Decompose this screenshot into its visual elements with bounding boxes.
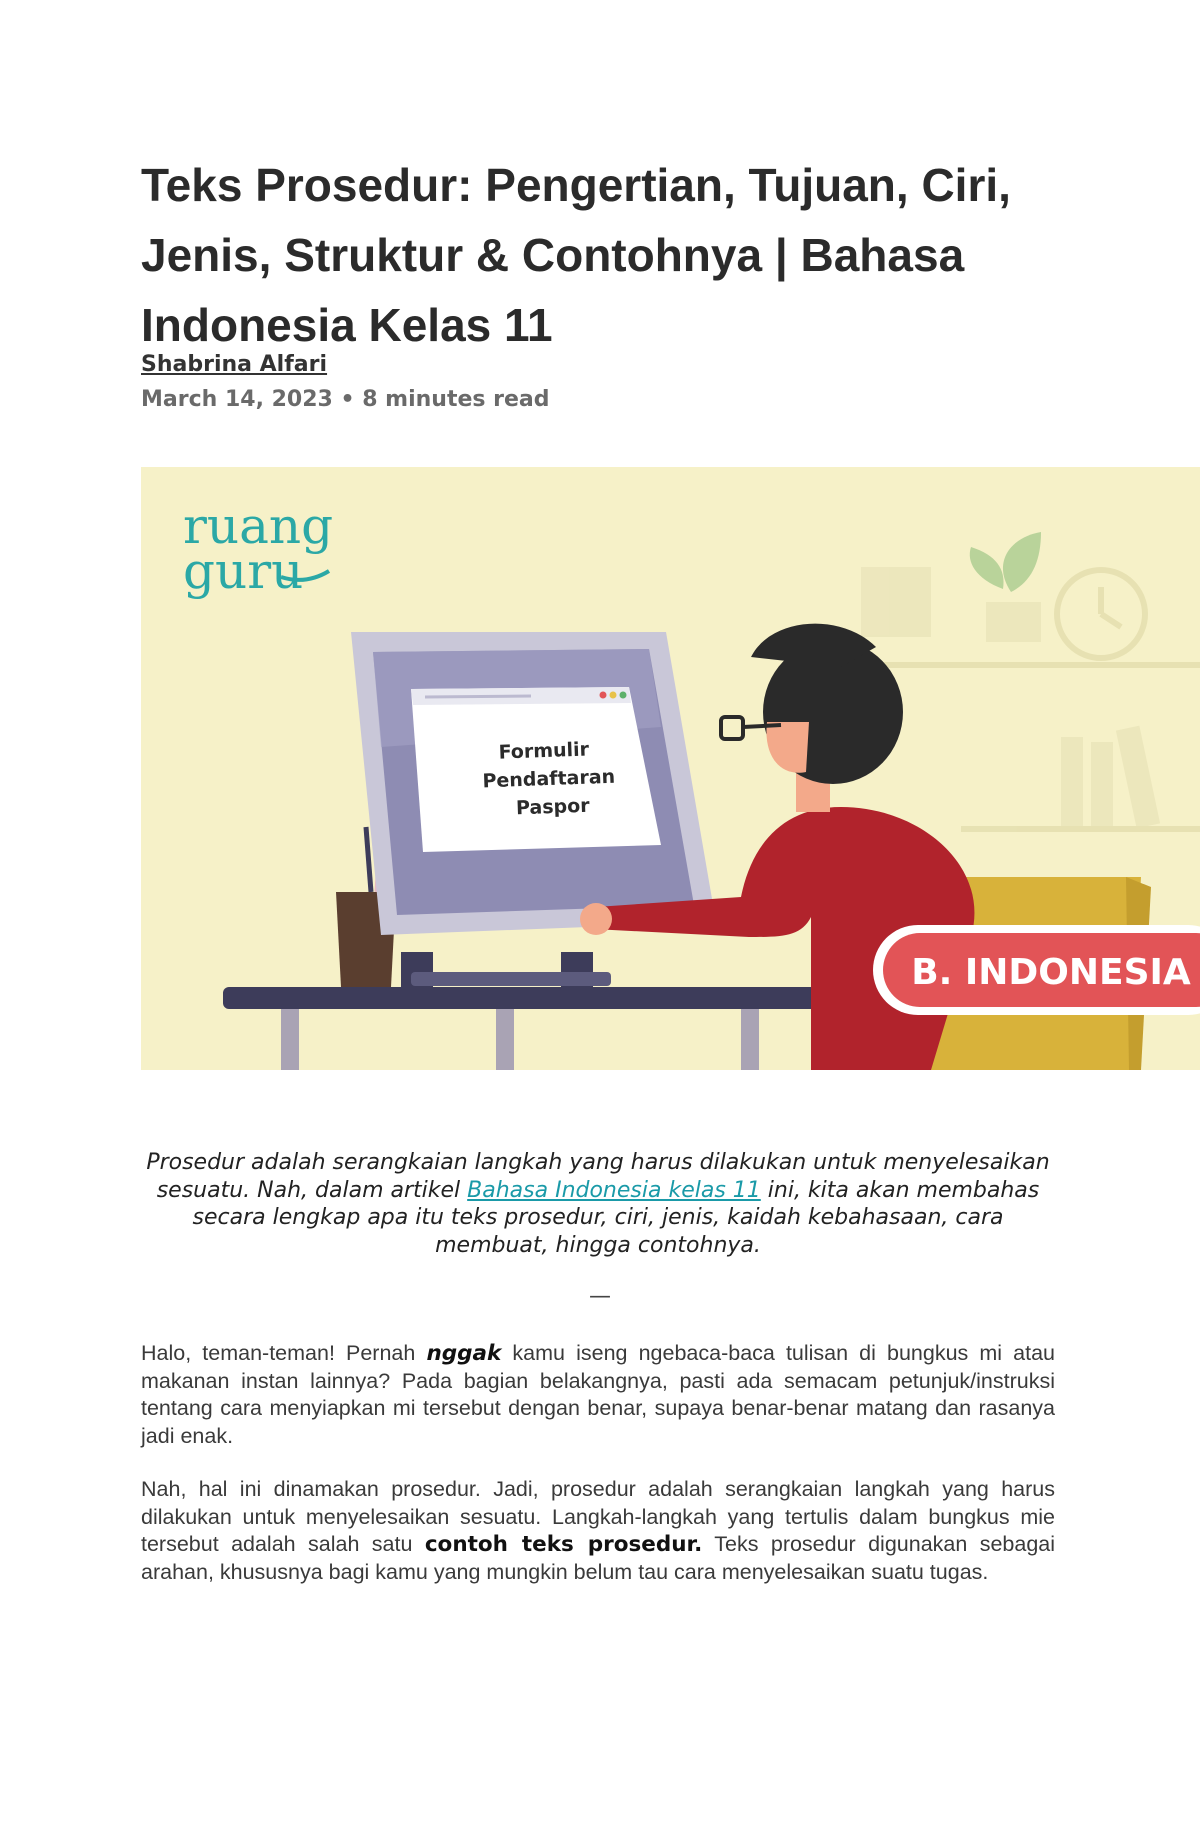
author-link[interactable]: Shabrina Alfari [141, 352, 328, 377]
desk-leg [281, 1009, 299, 1070]
read-time: 8 minutes read [362, 387, 550, 412]
article-meta [141, 387, 550, 412]
subject-badge-label: B. INDONESIA [911, 952, 1191, 993]
desk-leg [496, 1009, 514, 1070]
article-title: Teks Prosedur: Pengertian, Tujuan, Ciri, Jenis, Struktur & Contohnya | Bahasa Indonesia Kelas 11 [141, 159, 1011, 351]
p2-text-before: Nah, hal ini dinamakan prosedur. Jadi, prosedur adalah serangkaian langkah yang harus dilakukan untuk menyelesaikan sesuatu. Langkah-langkah yang tertulis dalam bungkus mie tersebut adalah salah satu [141, 1477, 1055, 1556]
body-paragraph-2 [141, 1476, 1055, 1586]
section-separator: — [589, 1284, 611, 1309]
screen-text-pendaftaran: Pendaftaran [482, 765, 616, 793]
logo-line-1: ruang [183, 497, 334, 555]
desk-leg [741, 1009, 759, 1070]
p1-text-before: Halo, teman-teman! Pernah [141, 1341, 427, 1365]
logo-line-2: guru [183, 542, 304, 600]
subject-badge [873, 925, 1200, 1015]
p2-bold-term: contoh teks prosedur. [424, 1532, 703, 1557]
hero-banner [141, 467, 1200, 1070]
bahasa-indonesia-link[interactable]: Bahasa Indonesia kelas 11 [467, 1177, 761, 1203]
screen-text-paspor: Paspor [515, 794, 590, 820]
intro-paragraph [141, 1149, 1055, 1259]
p1-emphasis: nggak [426, 1341, 502, 1366]
screen-text-formulir: Formulir [498, 738, 590, 764]
meta-separator: • [332, 387, 363, 412]
intro-text-before: Prosedur adalah serangkaian langkah yang harus dilakukan untuk menyelesaikan sesuatu. Nah, dalam artikel [146, 1150, 1050, 1203]
form-window [411, 687, 661, 852]
body-paragraph-1 [141, 1340, 1055, 1450]
intro-text-after: ini, kita akan membahas secara lengkap apa itu teks prosedur, ciri, jenis, kaidah kebahasaan, cara membuat, hingga contohnya. [192, 1177, 1040, 1258]
p2-text-after: Teks prosedur digunakan sebagai arahan, khususnya bagi kamu yang mungkin belum tau cara menyelesaikan suatu tugas. [141, 1532, 1056, 1584]
p1-text-after: kamu iseng ngebaca-baca tulisan di bungkus mi atau makanan instan lainnya? Pada bagian belakangnya, pasti ada semacam petunjuk/instruksi tentang cara menyiapkan mi tersebut dengan benar, supaya benar-benar matang dan rasanya jadi enak. [141, 1341, 1055, 1448]
article-date: March 14, 2023 [141, 387, 333, 412]
